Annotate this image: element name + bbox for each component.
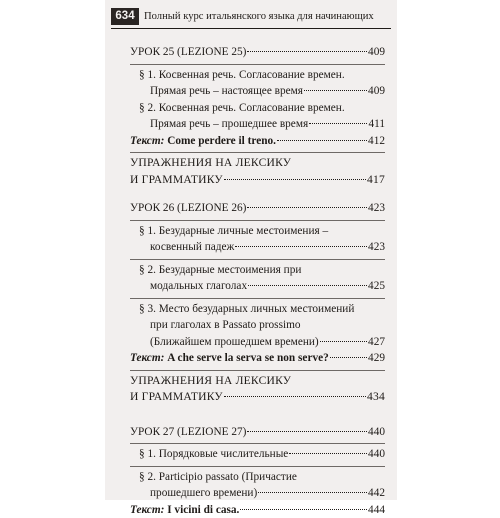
dot-leader: [304, 90, 367, 91]
text-entry[interactable]: [130, 350, 385, 367]
page-ref: 444: [368, 502, 385, 518]
page-ref: 412: [368, 133, 385, 150]
divider: [130, 64, 385, 65]
dot-leader: [277, 140, 367, 141]
dot-leader: [258, 492, 367, 493]
section-entry[interactable]: [130, 116, 385, 133]
page-number: 634: [111, 8, 139, 25]
section-text: модальных глаголах: [150, 278, 247, 295]
exercises-entry[interactable]: [130, 172, 385, 189]
section-text: (Ближайшем прошедшем времени): [150, 334, 319, 351]
exercises-entry[interactable]: [130, 389, 385, 406]
divider: [130, 466, 385, 467]
table-of-contents: [130, 44, 385, 518]
page-ref: 417: [367, 172, 385, 189]
section-line: [130, 469, 385, 486]
lesson-26-entry[interactable]: [130, 200, 385, 217]
page-ref: 442: [368, 485, 385, 502]
section-text: § 2. Безударные местоимения при: [139, 262, 301, 279]
section-line: [130, 317, 385, 334]
page-ref: 423: [368, 239, 385, 256]
text-title: A che serve la serva se non serve?: [167, 350, 329, 367]
page-ref: 409: [368, 44, 385, 61]
exercises-text: УПРАЖНЕНИЯ НА ЛЕКСИКУ: [130, 155, 291, 172]
page-ref: 427: [368, 334, 385, 351]
divider: [130, 443, 385, 444]
lesson-title: УРОК 27 (LEZIONE 27): [130, 424, 246, 441]
section-entry[interactable]: [130, 485, 385, 502]
divider: [130, 220, 385, 221]
text-label: Текст:: [130, 133, 164, 150]
divider: [130, 259, 385, 260]
dot-leader: [289, 453, 367, 454]
divider: [130, 298, 385, 299]
dot-leader: [320, 341, 367, 342]
dot-leader: [309, 123, 367, 124]
exercises-text: УПРАЖНЕНИЯ НА ЛЕКСИКУ: [130, 373, 291, 390]
section-line: [130, 100, 385, 117]
dot-leader: [235, 246, 367, 247]
section-text: § 1. Порядковые числительные: [139, 446, 288, 463]
dot-leader: [248, 285, 367, 286]
exercises-line: [130, 373, 385, 390]
section-text: Прямая речь – настоящее время: [150, 83, 303, 100]
dot-leader: [247, 51, 367, 52]
dot-leader: [224, 179, 366, 180]
page-ref: 440: [368, 424, 385, 441]
section-line: [130, 223, 385, 240]
page-ref: 423: [368, 200, 385, 217]
text-label: Текст:: [130, 502, 164, 518]
lesson-title: УРОК 26 (LEZIONE 26): [130, 200, 246, 217]
page-header: [111, 8, 391, 29]
lesson-25-entry[interactable]: [130, 44, 385, 61]
text-title: Come perdere il treno.: [167, 133, 276, 150]
dot-leader: [224, 396, 366, 397]
exercises-line: [130, 155, 385, 172]
dot-leader: [247, 207, 367, 208]
section-text: § 2. Participio passato (Причастие: [139, 469, 297, 486]
text-label: Текст:: [130, 350, 164, 367]
section-entry[interactable]: [130, 278, 385, 295]
exercises-text: И ГРАММАТИКУ: [130, 172, 223, 189]
text-entry[interactable]: [130, 133, 385, 150]
section-entry[interactable]: [130, 239, 385, 256]
exercises-text: И ГРАММАТИКУ: [130, 389, 223, 406]
section-text: Прямая речь – прошедшее время: [150, 116, 308, 133]
spacer: [130, 406, 385, 418]
lesson-title: УРОК 25 (LEZIONE 25): [130, 44, 246, 61]
section-line: [130, 67, 385, 84]
section-entry[interactable]: [130, 83, 385, 100]
section-text: § 2. Косвенная речь. Согласование времен.: [139, 100, 345, 117]
section-text: косвенный падеж: [150, 239, 234, 256]
book-page: [105, 0, 397, 500]
dot-leader: [247, 431, 367, 432]
section-text: прошедшего времени): [150, 485, 257, 502]
dot-leader: [330, 357, 367, 358]
text-title: I vicini di casa.: [167, 502, 239, 518]
divider: [130, 370, 385, 371]
page-ref: 434: [367, 389, 385, 406]
section-text: § 1. Косвенная речь. Согласование времен.: [139, 67, 345, 84]
page-ref: 409: [368, 83, 385, 100]
divider: [130, 152, 385, 153]
page-ref: 440: [368, 446, 385, 463]
page-ref: 411: [368, 116, 385, 133]
section-text: при глаголах в Passato prossimo: [150, 317, 301, 334]
section-line: [130, 301, 385, 318]
text-entry[interactable]: [130, 502, 385, 518]
lesson-27-entry[interactable]: [130, 424, 385, 441]
spacer: [130, 188, 385, 200]
section-line: [130, 262, 385, 279]
page-ref: 429: [368, 350, 385, 367]
running-head: Полный курс итальянского языка для начинающих: [144, 9, 374, 25]
section-text: § 1. Безударные личные местоимения –: [139, 223, 328, 240]
section-entry[interactable]: [130, 334, 385, 351]
dot-leader: [240, 509, 367, 510]
page-ref: 425: [368, 278, 385, 295]
section-text: § 3. Место безударных личных местоимений: [139, 301, 354, 318]
section-entry[interactable]: [130, 446, 385, 463]
